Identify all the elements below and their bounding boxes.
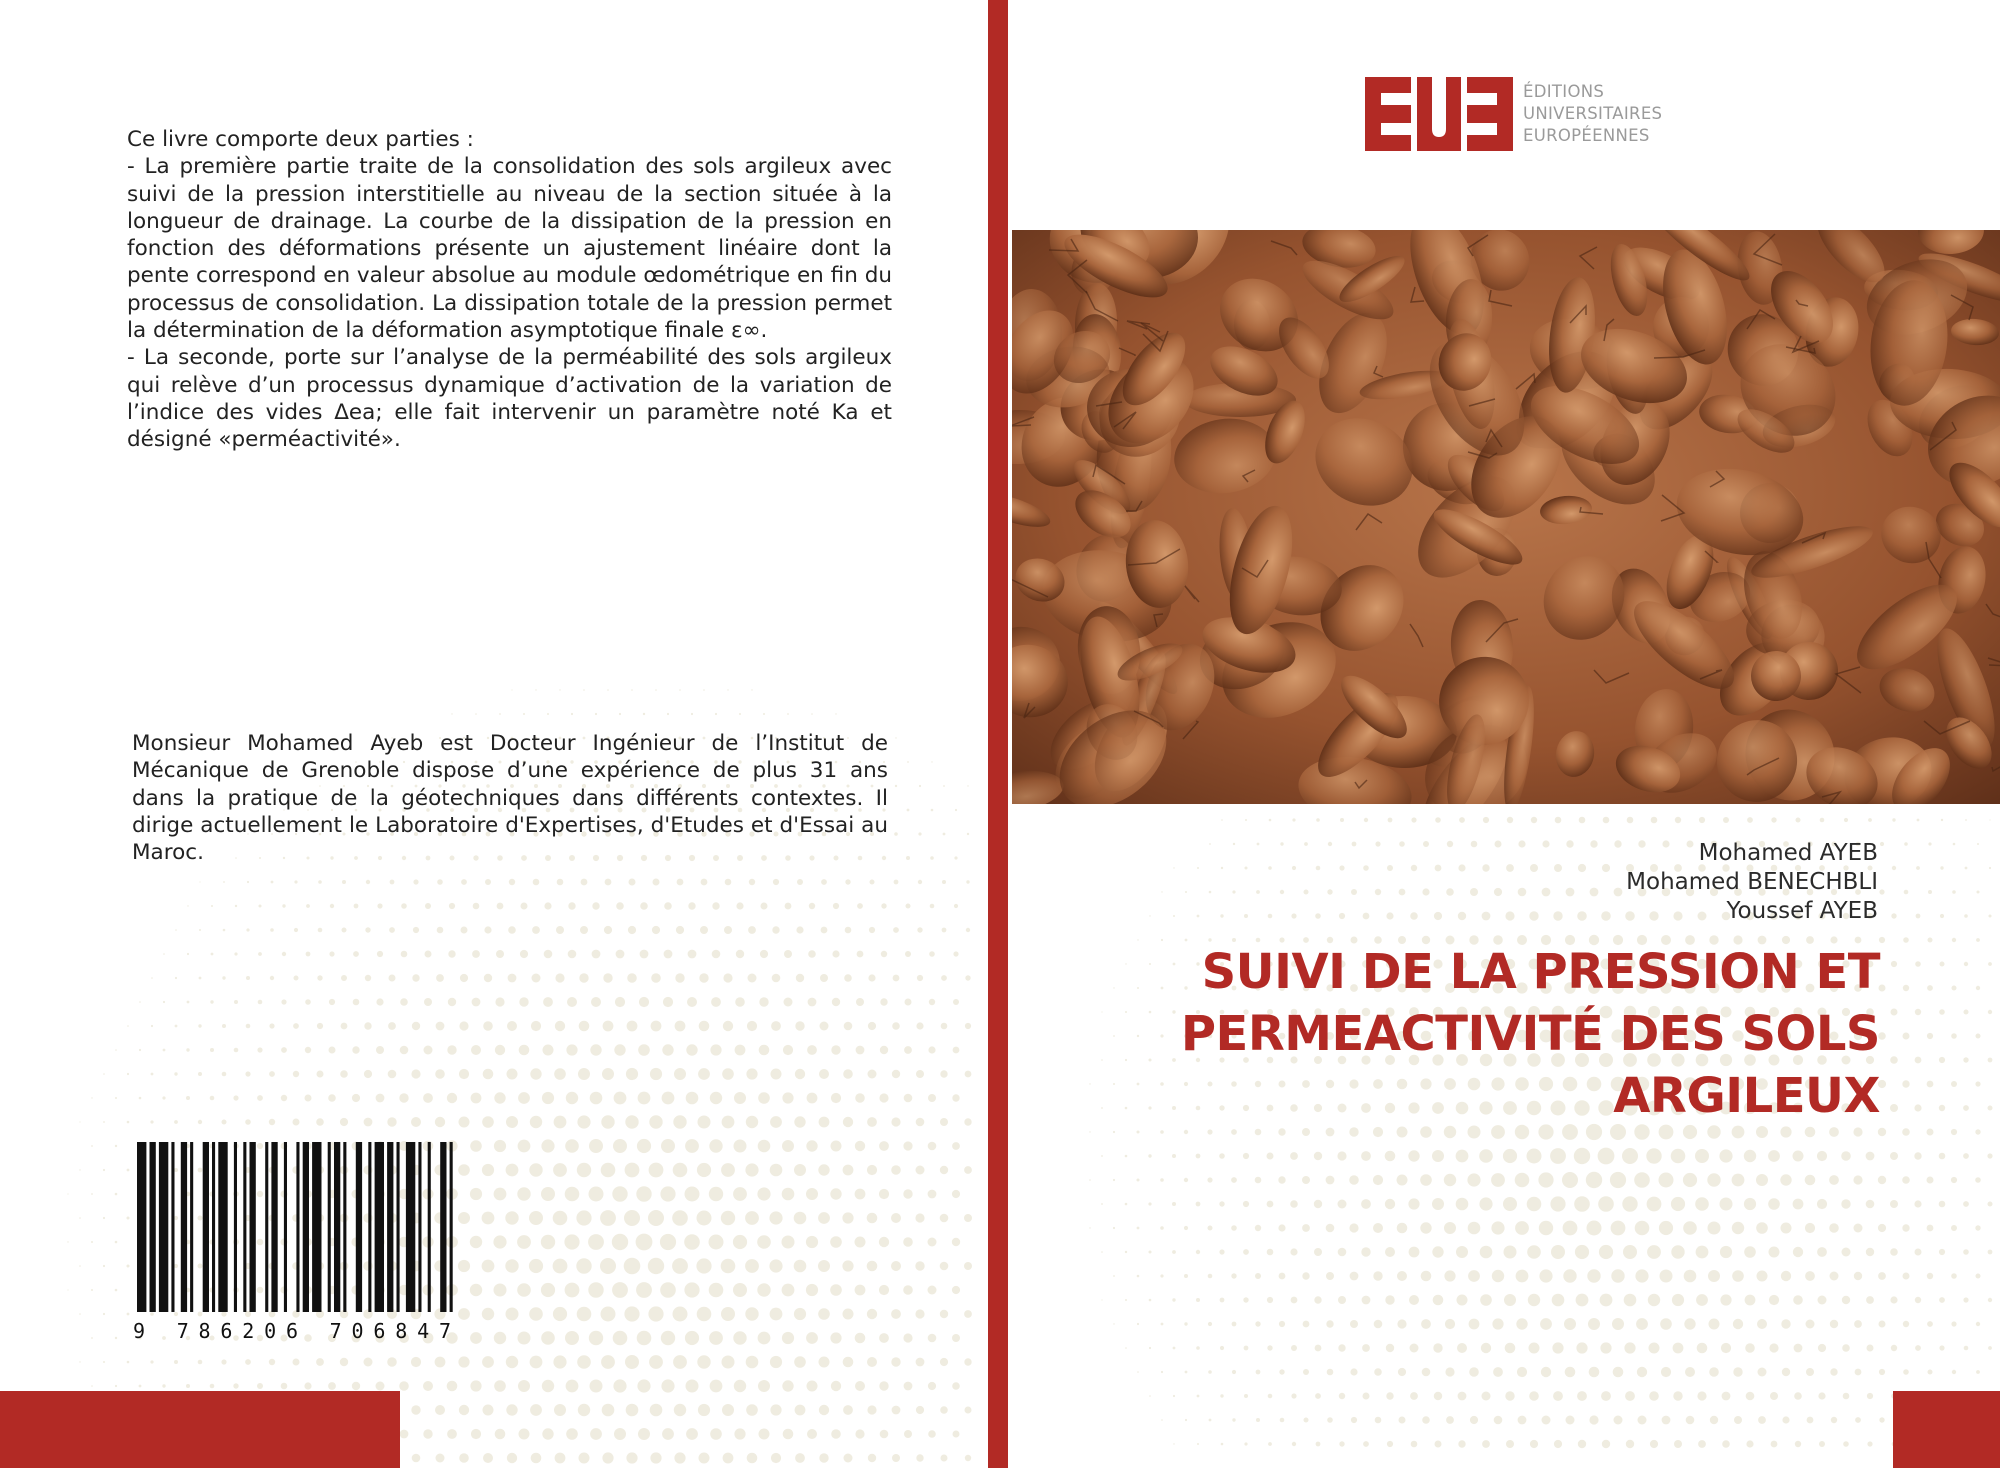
blurb-intro: Ce livre comporte deux parties : [127,127,474,152]
author-name: Mohamed AYEB [1698,840,1878,866]
eue-logo-icon [1365,77,1513,151]
title-line: ARGILEUX [1613,1068,1880,1124]
publisher-name [1523,81,1662,147]
author-list [1626,839,1878,926]
back-cover-blurb [127,126,892,454]
publisher-name-line: EUROPÉENNES [1523,126,1650,145]
title-line: PERMEACTIVITÉ DES SOLS [1180,1006,1880,1062]
author-name: Youssef AYEB [1726,898,1878,924]
spine-red-bar [988,0,1008,1468]
isbn-barcode [133,1142,463,1342]
author-bio-text: Monsieur Mohamed Ayeb est Docteur Ingénieur de l’Institut de Mécanique de Grenoble dispose d’une expérience de plus 31 ans dans la pratique de la géotechniques dans différents contextes. Il dirige actuellement le Laboratoire d'Expertises, d'Etudes et d'Essai au Maroc. [132,731,888,866]
blurb-part-one: - La première partie traite de la consolidation des sols argileux avec suivi de la pression interstitielle au niveau de la section située à la longueur de drainage. La courbe de la dissipation de la pression en fonction des déformations présente un ajustement linéaire dont la pente correspond en valeur absolue au module œdométrique en fin du processus de consolidation. La dissipation totale de la pression permet la détermination de la déformation asymptotique finale ε∞. [127,154,892,344]
author-bio [132,730,888,866]
title-line: SUIVI DE LA PRESSION ET [1201,944,1880,1000]
publisher-name-line: ÉDITIONS [1523,82,1605,101]
publisher-name-line: UNIVERSITAIRES [1523,104,1663,123]
back-bottom-red-bar [0,1391,400,1468]
book-title [980,941,1880,1127]
isbn-number: 9 786206 706847 [133,1319,451,1342]
author-name: Mohamed BENECHBLI [1626,869,1878,895]
clay-soil-photo [1012,230,2000,804]
blurb-part-two: - La seconde, porte sur l’analyse de la perméabilité des sols argileux qui relève d’un processus dynamique d’activation de la variation de l’indice des vides Δea; elle fait intervenir un paramètre noté Ka et désigné «perméactivité». [127,345,892,453]
front-bottom-red-bar [1893,1391,2000,1468]
